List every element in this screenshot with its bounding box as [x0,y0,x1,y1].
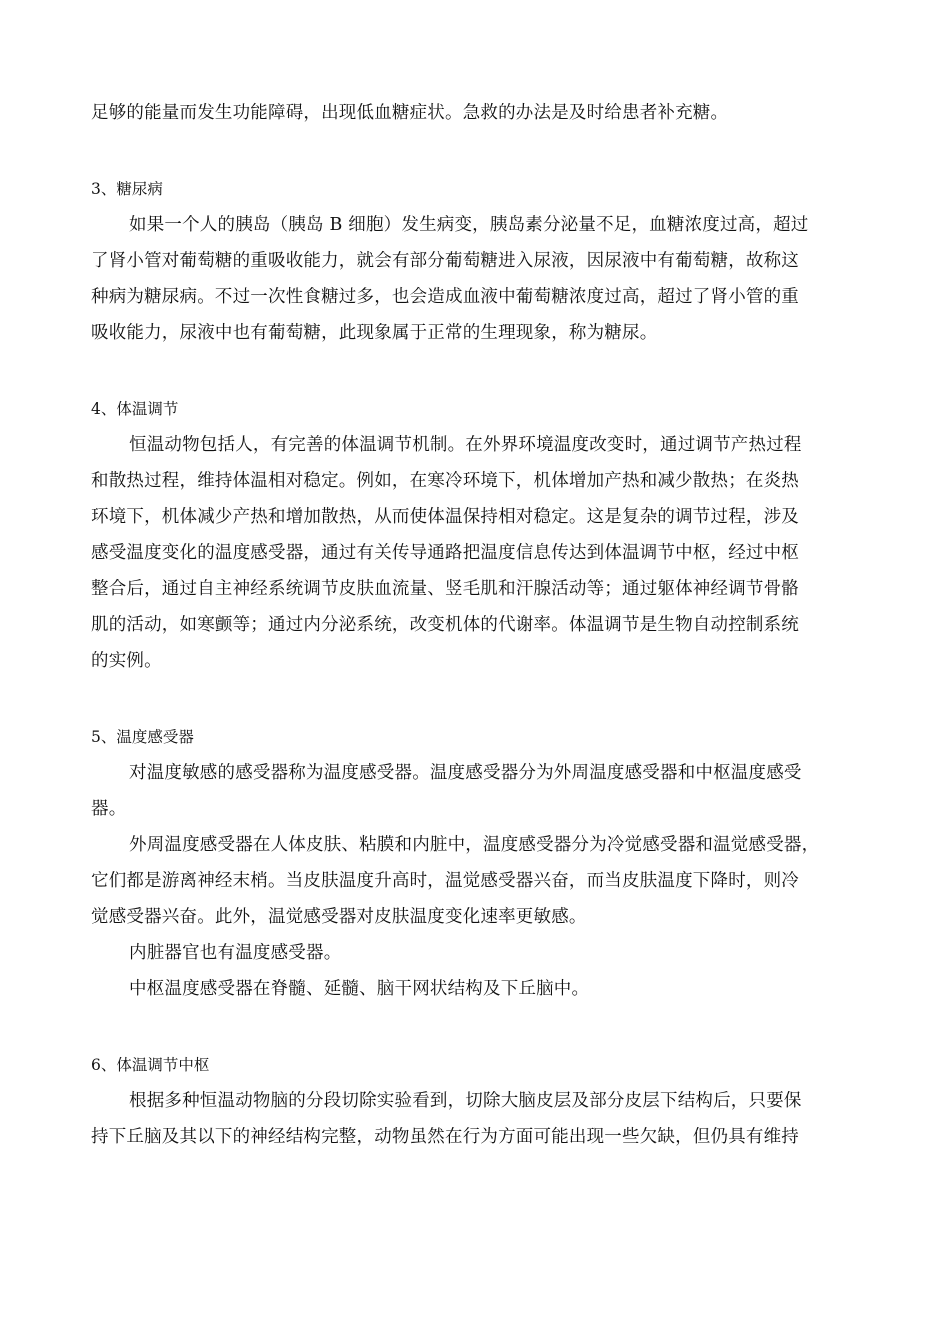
text-line: 觉感受器兴奋。此外，温觉感受器对皮肤温度变化速率更敏感。 [91,907,587,927]
text-line: 的实例。 [91,651,162,671]
section-diabetes [91,171,863,351]
text-line: 恒温动物包括人，有完善的体温调节机制。在外界环境温度改变时，通过调节产热过程 [129,435,802,455]
text-line: 环境下，机体减少产热和增加散热，从而使体温保持相对稳定。这是复杂的调节过程，涉及 [91,507,799,527]
text-line: 肌的活动，如寒颤等；通过内分泌系统，改变机体的代谢率。体温调节是生物自动控制系统 [91,615,799,635]
section-thermoregulation-center [91,1047,863,1155]
text-line: 持下丘脑及其以下的神经结构完整，动物虽然在行为方面可能出现一些欠缺，但仍具有维持 [91,1127,799,1147]
text-line: 对温度敏感的感受器称为温度感受器。温度感受器分为外周温度感受器和中枢温度感受 [129,763,802,783]
text-line: 足够的能量而发生功能障碍，出现低血糖症状。急救的办法是及时给患者补充糖。 [91,103,729,123]
text-line: 中枢温度感受器在脊髓、延髓、脑干网状结构及下丘脑中。 [129,979,590,999]
section-heading: 5、温度感受器 [91,728,194,746]
section-heading: 6、体温调节中枢 [91,1056,210,1074]
document-page [91,95,863,1155]
text-line: 吸收能力，尿液中也有葡萄糖，此现象属于正常的生理现象，称为糖尿。 [91,323,658,343]
section-thermoreceptors [91,719,863,1007]
text-line: 感受温度变化的温度感受器，通过有关传导通路把温度信息传达到体温调节中枢，经过中枢 [91,543,799,563]
section-heading: 4、体温调节 [91,400,179,418]
section-thermoregulation [91,391,863,679]
text-line: 根据多种恒温动物脑的分段切除实验看到，切除大脑皮层及部分皮层下结构后，只要保 [129,1091,802,1111]
intro-paragraph [91,95,863,131]
section-heading: 3、糖尿病 [91,180,163,198]
text-line: 整合后，通过自主神经系统调节皮肤血流量、竖毛肌和汗腺活动等；通过躯体神经调节骨骼 [91,579,799,599]
text-line: 种病为糖尿病。不过一次性食糖过多，也会造成血液中葡萄糖浓度过高，超过了肾小管的重 [91,287,799,307]
text-line: 和散热过程，维持体温相对稳定。例如，在寒冷环境下，机体增加产热和减少散热；在炎热 [91,471,799,491]
text-line: 了肾小管对葡萄糖的重吸收能力，就会有部分葡萄糖进入尿液，因尿液中有葡萄糖，故称这 [91,251,799,271]
text-line: 内脏器官也有温度感受器。 [129,943,342,963]
text-line: 它们都是游离神经末梢。当皮肤温度升高时，温觉感受器兴奋，而当皮肤温度下降时，则冷 [91,871,799,891]
text-line: 器。 [91,799,127,819]
text-line: 外周温度感受器在人体皮肤、粘膜和内脏中，温度感受器分为冷觉感受器和温觉感受器， [129,835,820,855]
text-line: 如果一个人的胰岛（胰岛 B 细胞）发生病变，胰岛素分泌量不足，血糖浓度过高，超过 [129,215,809,235]
